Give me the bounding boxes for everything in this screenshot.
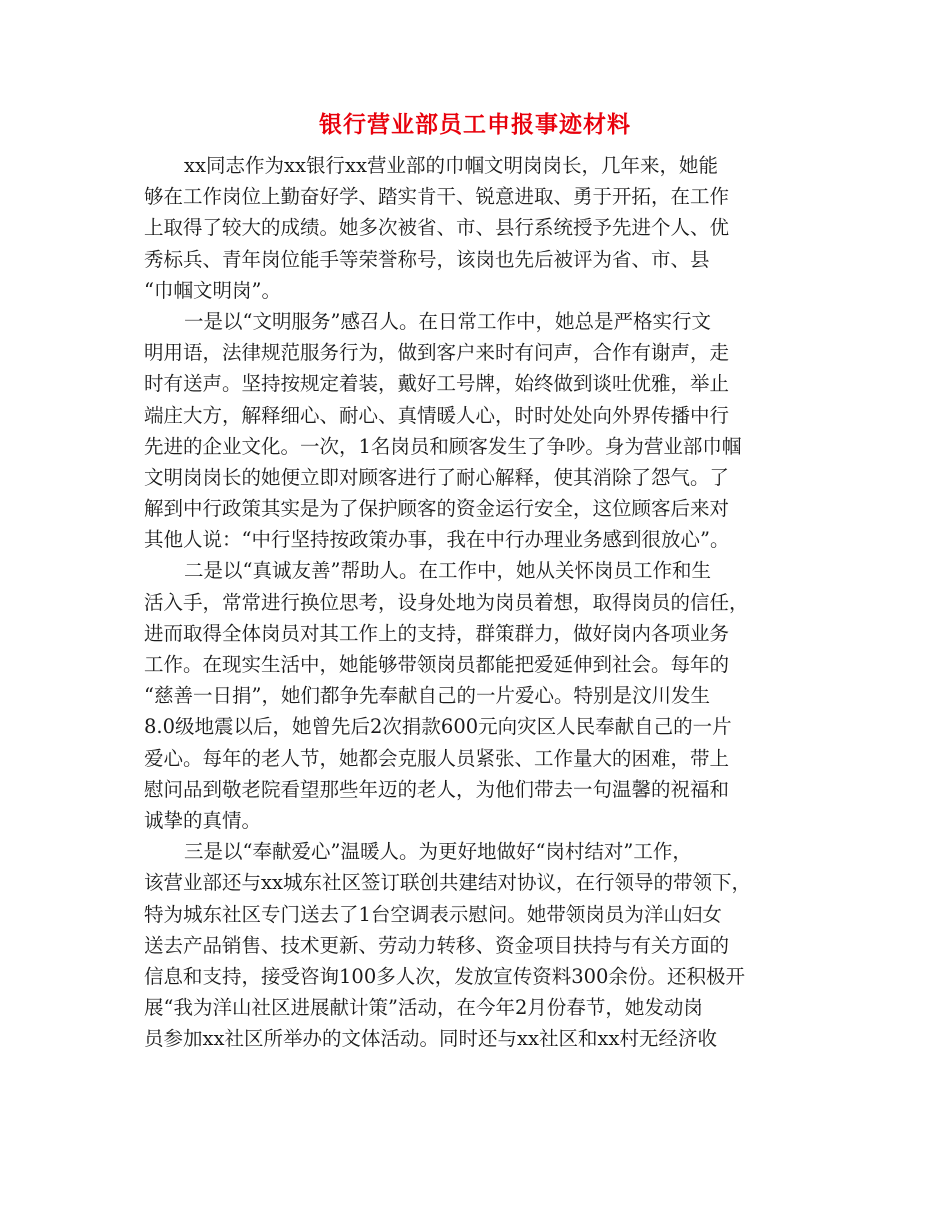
text-line: 展“我为洋山社区进展献计策”活动，在今年2月份春节，她发动岗 xyxy=(144,996,703,1020)
text-line: 端庄大方，解释细心、耐心、真情暖人心，时时处处向外界传播中行 xyxy=(144,403,730,427)
text-line: 文明岗岗长的她便立即对顾客进行了耐心解释，使其消除了怨气。了 xyxy=(144,465,730,489)
text-line: 解到中行政策其实是为了保护顾客的资金运行安全，这位顾客后来对 xyxy=(144,497,730,521)
text-line: 进而取得全体岗员对其工作上的支持，群策群力，做好岗内各项业务 xyxy=(144,621,730,645)
text-line: 活入手，常常进行换位思考，设身处地为岗员着想，取得岗员的信任， xyxy=(144,590,749,614)
text-line: 其他人说：“中行坚持按政策办事，我在中行办理业务感到很放心”。 xyxy=(144,528,730,552)
text-line: 特为城东社区专门送去了1台空调表示慰问。她带领岗员为洋山妇女 xyxy=(144,902,722,926)
text-line: xx同志作为xx银行xx营业部的巾帼文明岗岗长，几年来，她能 xyxy=(184,154,718,177)
text-line: “巾帼文明岗”。 xyxy=(144,278,281,302)
text-line: 上取得了较大的成绩。她多次被省、市、县行系统授予先进个人、优 xyxy=(144,216,730,240)
text-line: 三是以“奉献爱心”温暖人。为更好地做好“岗村结对”工作， xyxy=(184,840,692,864)
text-line: 时有送声。坚持按规定着装，戴好工号牌，始终做到谈吐优雅，举止 xyxy=(144,372,730,396)
text-line: 明用语，法律规范服务行为，做到客户来时有问声，合作有谢声，走 xyxy=(144,341,730,365)
text-line: “慈善一日捐”，她们都争先奉献自己的一片爱心。特别是汶川发生 xyxy=(144,684,710,708)
text-line: 够在工作岗位上勤奋好学、踏实肯干、锐意进取、勇于开拓，在工作 xyxy=(144,185,730,209)
text-line: 先进的企业文化。一次，1名岗员和顾客发生了争吵。身为营业部巾帼 xyxy=(144,434,742,458)
document-body xyxy=(144,150,814,1054)
text-line: 慰问品到敬老院看望那些年迈的老人，为他们带去一句温馨的祝福和 xyxy=(144,777,730,801)
text-line: 诚挚的真情。 xyxy=(144,808,262,832)
text-line: 秀标兵、青年岗位能手等荣誉称号，该岗也先后被评为省、市、县 xyxy=(144,247,710,271)
text-line: 爱心。每年的老人节，她都会克服人员紧张、工作量大的困难，带上 xyxy=(144,746,730,770)
text-line: 工作。在现实生活中，她能够带领岗员都能把爱延伸到社会。每年的 xyxy=(144,653,730,676)
text-line: 员参加xx社区所举办的文体活动。同时还与xx社区和xx村无经济收 xyxy=(144,1027,717,1051)
document-title: 银行营业部员工申报事迹材料 xyxy=(319,111,631,138)
text-line: 二是以“真诚友善”帮助人。在工作中，她从关怀岗员工作和生 xyxy=(184,559,711,583)
text-line: 8.0级地震以后，她曾先后2次捐款600元向灾区人民奉献自己的一片 xyxy=(144,715,732,739)
text-line: 该营业部还与xx城东社区签订联创共建结对协议，在行领导的带领下， xyxy=(144,871,751,895)
text-line: 信息和支持，接受咨询100多人次，发放宣传资料300余份。还积极开 xyxy=(144,964,745,988)
text-line: 一是以“文明服务”感召人。在日常工作中，她总是严格实行文 xyxy=(184,309,711,333)
text-line: 送去产品销售、技术更新、劳动力转移、资金项目扶持与有关方面的 xyxy=(144,933,730,957)
